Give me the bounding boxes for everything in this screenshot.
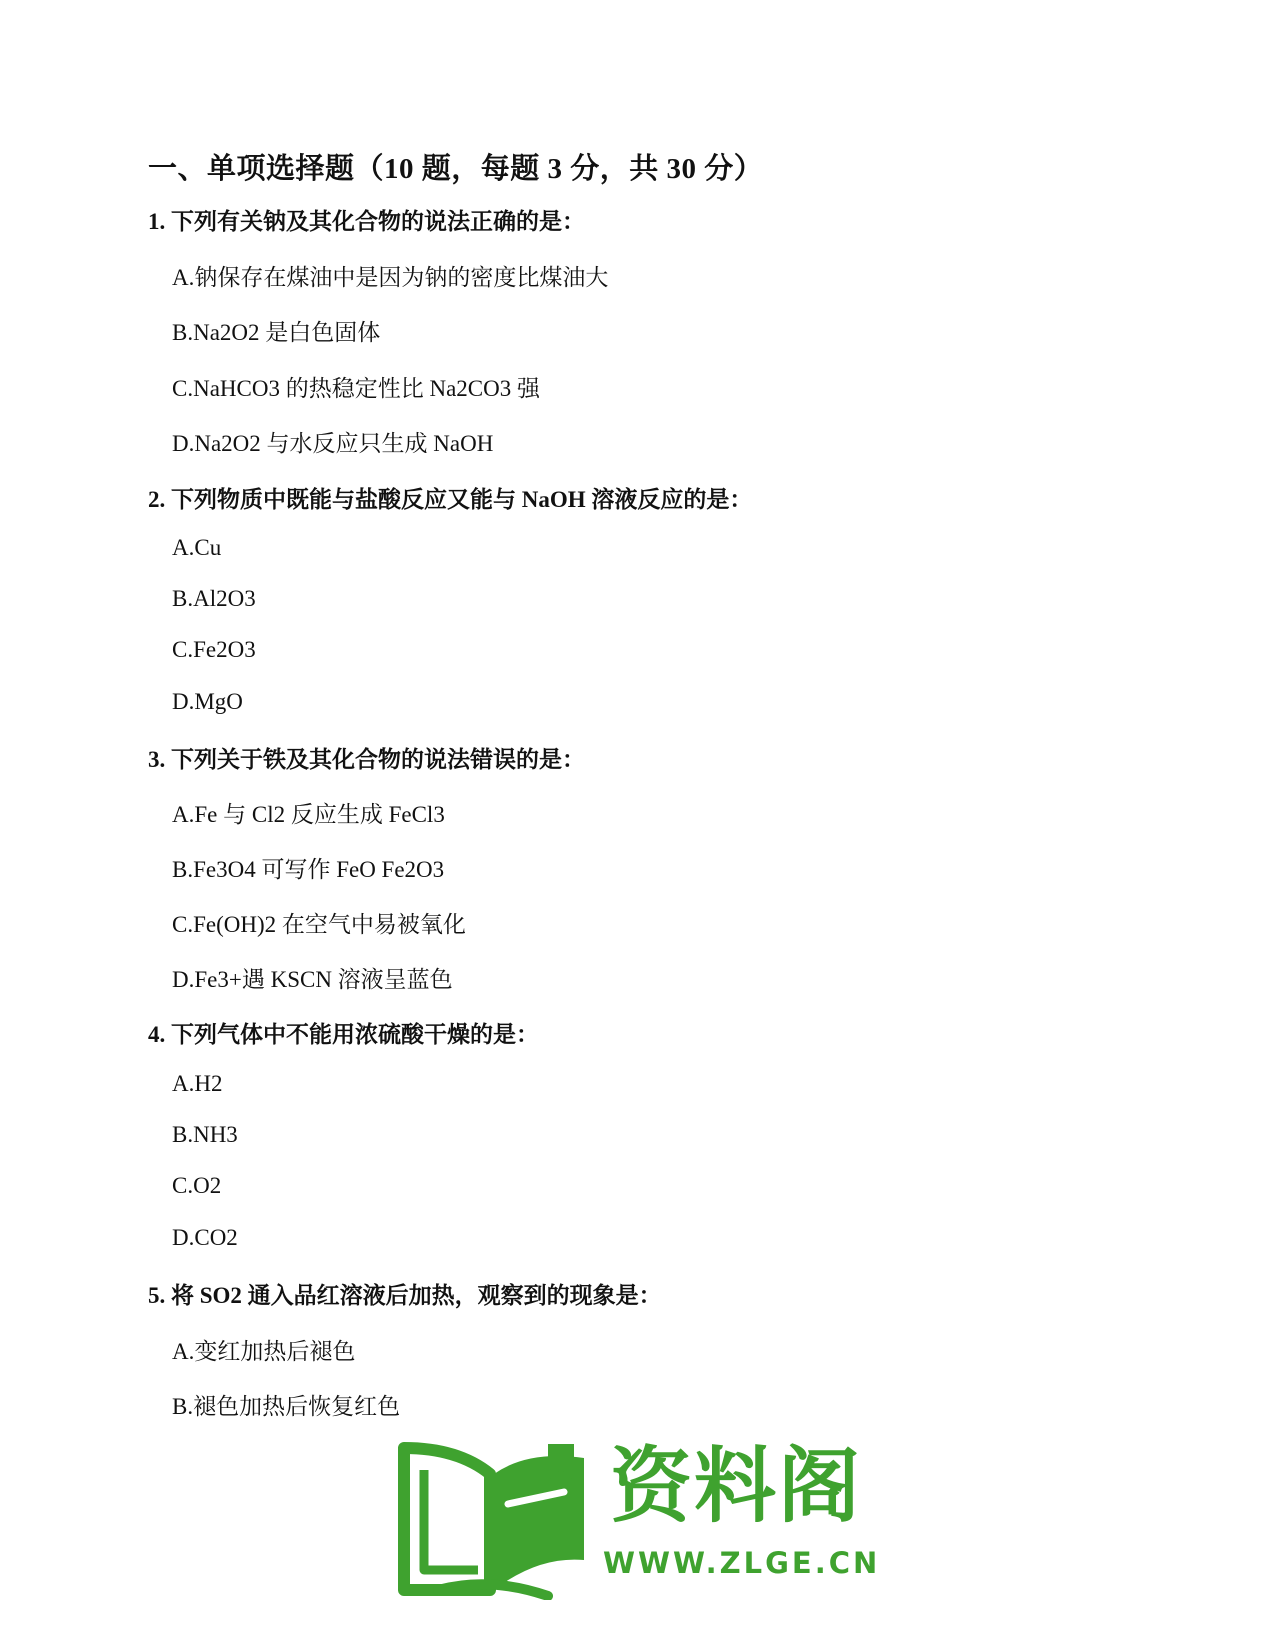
question-4-option-a: A.H2: [172, 1071, 223, 1096]
question-2-stem: 2. 下列物质中既能与盐酸反应又能与 NaOH 溶液反应的是：: [148, 487, 753, 512]
question-5-option-b: B.褪色加热后恢复红色: [172, 1394, 401, 1419]
question-3-option-c: C.Fe(OH)2 在空气中易被氧化: [172, 912, 466, 937]
section-title: 一、单项选择题（10 题，每题 3 分，共 30 分）: [148, 153, 764, 185]
question-2-option-d: D.MgO: [172, 689, 243, 714]
book-icon: [398, 1440, 598, 1600]
question-1-option-b: B.Na2O2 是白色固体: [172, 320, 381, 345]
question-4-option-c: C.O2: [172, 1173, 222, 1198]
watermark-brand: 资料阁: [610, 1439, 863, 1534]
question-1-option-d: D.Na2O2 与水反应只生成 NaOH: [172, 431, 494, 456]
question-5-stem: 5. 将 SO2 通入品红溶液后加热，观察到的现象是：: [148, 1283, 662, 1308]
question-1-option-c: C.NaHCO3 的热稳定性比 Na2CO3 强: [172, 376, 540, 401]
question-4-option-b: B.NH3: [172, 1122, 238, 1147]
question-2-option-c: C.Fe2O3: [172, 637, 256, 662]
watermark-url: WWW.ZLGE.CN: [603, 1546, 881, 1580]
question-4-option-d: D.CO2: [172, 1225, 238, 1250]
question-3-option-d: D.Fe3+遇 KSCN 溶液呈蓝色: [172, 967, 453, 992]
question-1-option-a: A.钠保存在煤油中是因为钠的密度比煤油大: [172, 265, 609, 290]
question-3-option-a: A.Fe 与 Cl2 反应生成 FeCl3: [172, 802, 445, 827]
question-2-option-b: B.Al2O3: [172, 586, 256, 611]
question-4-stem: 4. 下列气体中不能用浓硫酸干燥的是：: [148, 1022, 539, 1047]
watermark: [398, 1439, 881, 1600]
question-3-option-b: B.Fe3O4 可写作 FeO Fe2O3: [172, 857, 445, 882]
question-3-stem: 3. 下列关于铁及其化合物的说法错误的是：: [148, 747, 585, 772]
question-5-option-a: A.变红加热后褪色: [172, 1339, 356, 1364]
question-2-option-a: A.Cu: [172, 535, 222, 560]
question-1-stem: 1. 下列有关钠及其化合物的说法正确的是：: [148, 209, 585, 234]
